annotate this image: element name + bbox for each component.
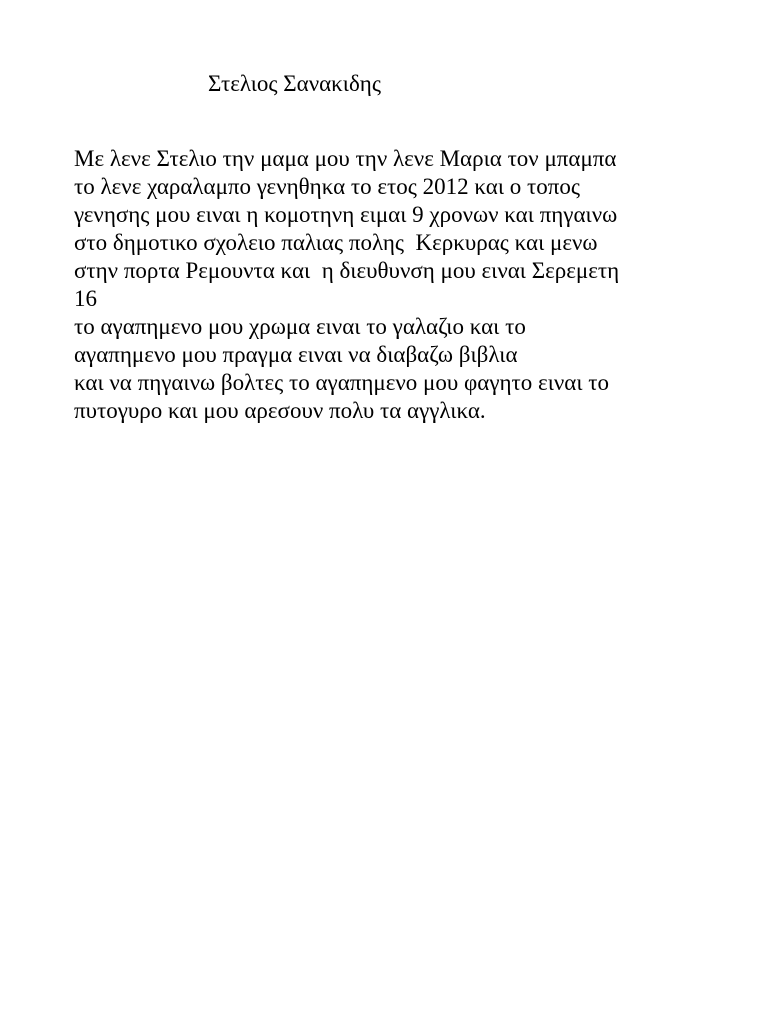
body-line: στο δημοτικο σχολειο παλιας πολης Κερκυρας και μενω: [74, 230, 598, 255]
document-body: [74, 145, 714, 425]
body-line: γενησης μου ειναι η κομοτηνη ειμαι 9 χρονων και πηγαινω: [74, 202, 618, 227]
body-line: στην πορτα Ρεμουντα και η διευθυνση μου ειναι Σερεμετη: [74, 258, 620, 283]
body-line: το λενε χαραλαμπο γενηθηκα το ετος 2012 και ο τοπος: [74, 174, 580, 199]
body-line: το αγαπημενο μου χρωμα ειναι το γαλαζιο και το: [74, 314, 526, 339]
body-line: 16: [74, 286, 97, 311]
body-line: και να πηγαινω βολτες το αγαπημενο μου φαγητο ειναι το: [74, 370, 610, 395]
document-title: Στελιος Σανακιδης: [208, 71, 381, 96]
body-line: Με λενε Στελιο την μαμα μου την λενε Μαρια τον μπαμπα: [74, 146, 617, 171]
body-line: αγαπημενο μου πραγμα ειναι να διαβαζω βιβλια: [74, 342, 518, 367]
body-line: πυτογυρο και μου αρεσουν πολυ τα αγγλικα.: [74, 398, 486, 423]
